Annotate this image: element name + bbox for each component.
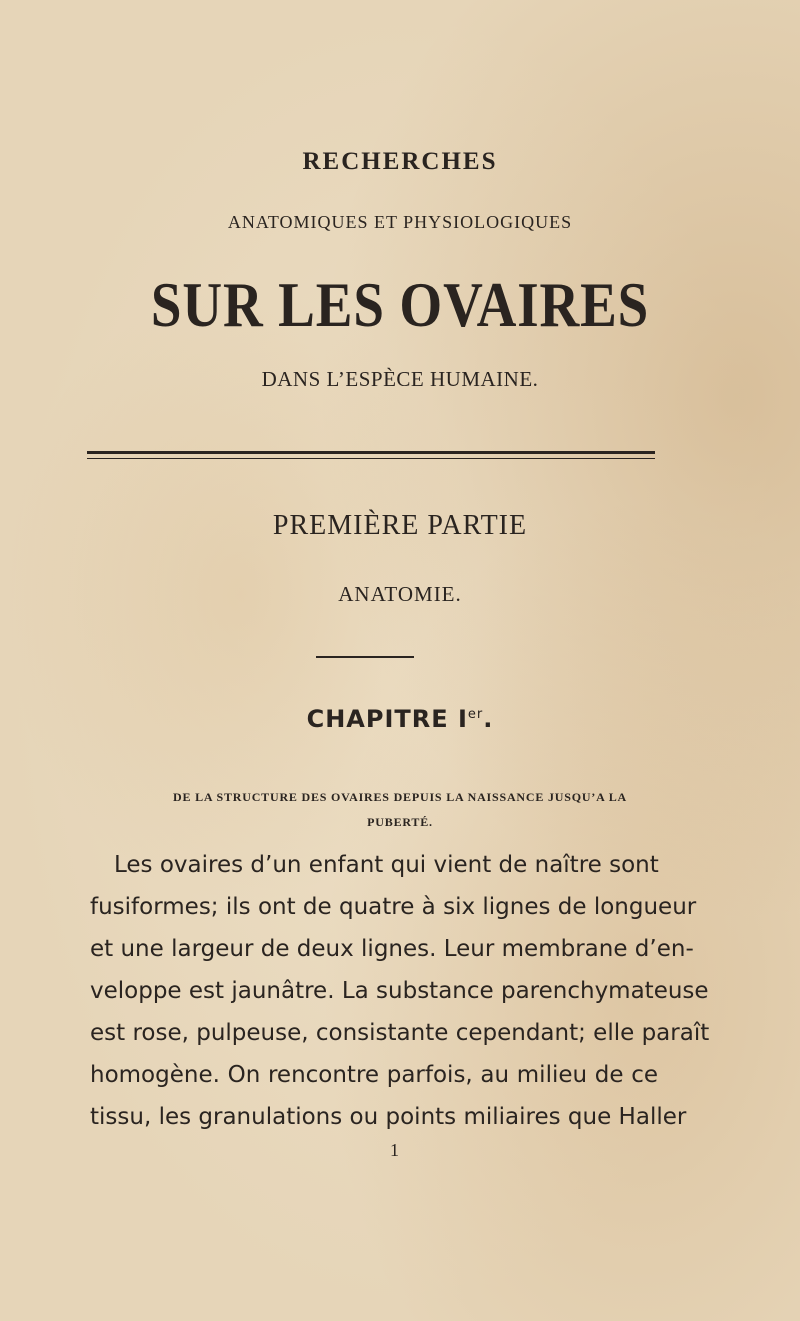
chapter-suffix: . <box>483 705 494 733</box>
title-line-recherches: RECHERCHES <box>302 148 498 175</box>
body-text-line: fusiformes; ils ont de quatre à six lignes de longueur <box>90 894 697 920</box>
part-subheading: ANATOMIE. <box>338 582 462 606</box>
body-text-line: tissu, les granulations ou points miliaires que Haller <box>90 1104 687 1130</box>
chapter-subtitle-line-1: DE LA STRUCTURE DES OVAIRES DEPUIS LA NAISSANCE JUSQU’A LA <box>173 790 627 804</box>
signature-mark: 1 <box>390 1140 399 1160</box>
double-rule-divider <box>87 451 655 459</box>
chapter-superscript: er <box>467 707 484 722</box>
title-line-ovaires: SUR LES OVAIRES <box>150 269 650 340</box>
title-line-espece-humaine: DANS L’ESPÈCE HUMAINE. <box>261 367 539 391</box>
title-line-anatomiques: ANATOMIQUES ET PHYSIOLOGIQUES <box>227 212 573 232</box>
short-rule-divider <box>316 656 414 658</box>
body-text-line: et une largeur de deux lignes. Leur membrane d’en- <box>90 936 694 962</box>
part-heading: PREMIÈRE PARTIE <box>272 510 528 541</box>
chapter-subtitle-line-2: PUBERTÉ. <box>367 815 433 829</box>
body-text-line: Les ovaires d’un enfant qui vient de naître sont <box>114 852 659 878</box>
body-text-line: est rose, pulpeuse, consistante cependant; elle paraît <box>90 1020 710 1046</box>
body-text-line: homogène. On rencontre parfois, au milieu de ce <box>90 1062 658 1088</box>
chapter-label: CHAPITRE I <box>306 705 468 733</box>
chapter-heading <box>0 705 800 733</box>
body-text-line: veloppe est jaunâtre. La substance parenchymateuse <box>90 978 709 1004</box>
